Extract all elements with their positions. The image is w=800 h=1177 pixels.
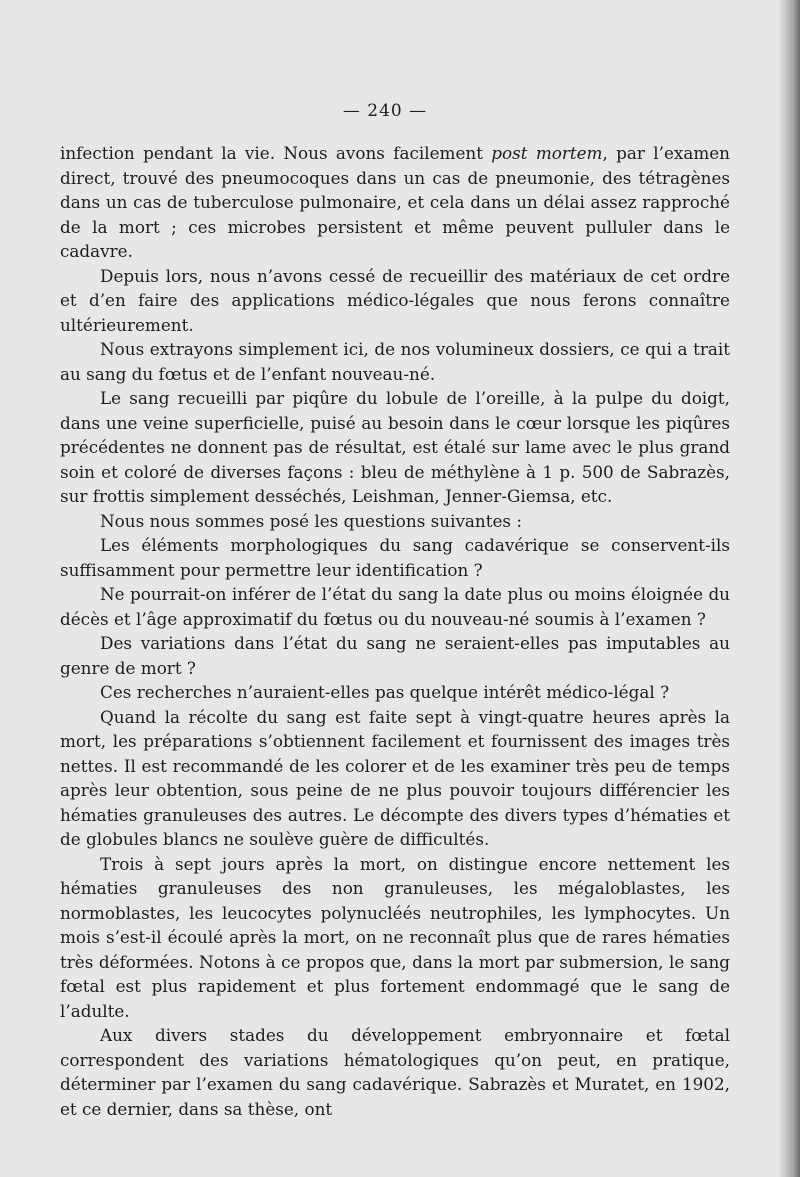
- paragraph-12: Aux divers stades du développement embryonnaire et fœtal correspondent des variations hématologiques qu’on peut, en pratique, déterminer par l’examen du sang cadavérique. Sabrazès et Muratet, en 1902, et ce dernier, dans sa thèse, ont: [60, 1025, 730, 1119]
- latin-emphasis: post mortem: [491, 143, 603, 163]
- paragraph-10: Quand la récolte du sang est faite sept à vingt-quatre heures après la mort, les préparations s’obtiennent facilement et fournissent des images très nettes. Il est recommandé de les colorer et de les examiner très peu de temps après leur obtention, sous peine de ne plus pouvoir toujours différencier les hématies granuleuses des autres. Le décompte des divers types d’hématies et de globules blancs ne soulève guère de difficultés.: [60, 706, 730, 849]
- paragraph-1-start: infection pendant la vie. Nous avons facilement: [60, 143, 492, 163]
- paragraph-3: Nous extrayons simplement ici, de nos volumineux dossiers, ce qui a trait au sang du fœtus et de l’enfant nouveau-né.: [60, 339, 730, 384]
- paragraph-6: Les éléments morphologiques du sang cadavérique se conservent-ils suffisamment pour permettre leur identification ?: [60, 535, 730, 580]
- paragraph-9: Ces recherches n’auraient-elles pas quelque intérêt médico-légal ?: [100, 682, 670, 702]
- paragraph-1-end: , par l’examen direct, trouvé des pneumocoques dans un cas de pneumonie, des tétragènes dans un cas de tuberculose pulmonaire, et cela dans un délai assez rapproché de la mort ; ces microbes persistent et même peuvent pulluler dans le cadavre.: [60, 143, 730, 261]
- paragraph-11: Trois à sept jours après la mort, on distingue encore nettement les hématies granuleuses des non granuleuses, les mégaloblastes, les normoblastes, les leucocytes polynucléés neutrophiles, les lymphocytes. Un mois s’est-il écoulé après la mort, on ne reconnaît plus que de rares hématies très déformées. Notons à ce propos que, dans la mort par submersion, le sang fœtal est plus rapidement et plus fortement endommagé que le sang de l’adulte.: [60, 853, 730, 1021]
- body-text: [60, 141, 730, 1121]
- page-number: — 240 —: [342, 101, 428, 121]
- paragraph-5: Nous nous sommes posé les questions suivantes :: [100, 510, 523, 531]
- paragraph-1: [60, 141, 730, 264]
- paragraph-8: Des variations dans l’état du sang ne seraient-elles pas imputables au genre de mort ?: [60, 633, 730, 678]
- page-edge-shadow: [778, 0, 800, 1177]
- paragraph-7: Ne pourrait-on inférer de l’état du sang la date plus ou moins éloignée du décès et l’âge approximatif du fœtus ou du nouveau-né soumis à l’examen ?: [60, 584, 730, 629]
- paragraph-2: Depuis lors, nous n’avons cessé de recueillir des matériaux de cet ordre et d’en faire des applications médico-légales que nous ferons connaître ultérieurement.: [60, 265, 730, 335]
- paragraph-4: Le sang recueilli par piqûre du lobule de l’oreille, à la pulpe du doigt, dans une veine superficielle, puisé au besoin dans le cœur lorsque les piqûres précédentes ne donnent pas de résultat, est étalé sur lame avec le plus grand soin et coloré de diverses façons : bleu de méthylène à 1 p. 500 de Sabrazès, sur frottis simplement desséchés, Leishman, Jenner-Giemsa, etc.: [60, 388, 730, 506]
